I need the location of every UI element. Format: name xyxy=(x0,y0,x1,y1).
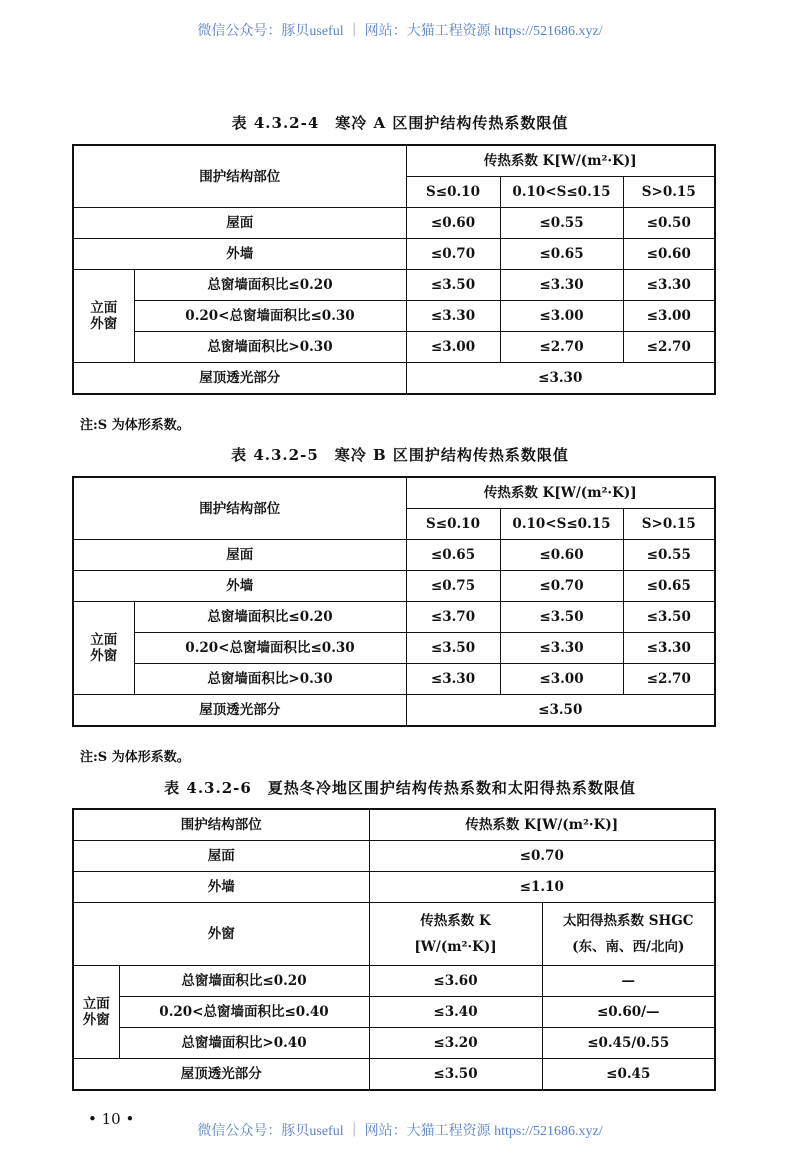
cell: ≤0.75 xyxy=(406,571,500,602)
cell: ≤3.30 xyxy=(406,664,500,695)
table1 xyxy=(72,144,716,395)
row-label: 屋顶透光部分 xyxy=(73,695,406,727)
header-s2: 0.10<S≤0.15 xyxy=(500,177,623,208)
cell: ≤2.70 xyxy=(623,332,715,363)
header-line: (东、南、西/北向) xyxy=(572,939,685,955)
cell: ≤3.00 xyxy=(406,332,500,363)
cell: ≤3.00 xyxy=(500,301,623,332)
cell: ≤3.00 xyxy=(623,301,715,332)
header-part: 围护结构部位 xyxy=(73,145,406,208)
row-label: 总窗墙面积比≤0.20 xyxy=(134,270,406,301)
table-row xyxy=(73,809,715,841)
cell: ≤3.70 xyxy=(406,602,500,633)
cell: ≤0.50 xyxy=(623,208,715,239)
table3-title: 表 4.3.2-6 夏热冬冷地区围护结构传热系数和太阳得热系数限值 xyxy=(164,779,636,797)
cell: ≤0.70 xyxy=(369,841,715,872)
row-label: 0.20<总窗墙面积比≤0.40 xyxy=(119,997,369,1028)
cell: ≤3.50 xyxy=(500,602,623,633)
row-label: 屋面 xyxy=(73,540,406,571)
table-row xyxy=(73,540,715,571)
table-row xyxy=(73,270,715,301)
table-row xyxy=(73,695,715,727)
row-label: 屋顶透光部分 xyxy=(73,1059,369,1091)
cell: ≤3.60 xyxy=(369,966,542,997)
cell: ≤3.20 xyxy=(369,1028,542,1059)
table1-title: 表 4.3.2-4 寒冷 A 区围护结构传热系数限值 xyxy=(231,114,569,132)
cell: ≤0.65 xyxy=(500,239,623,270)
row-label: 总窗墙面积比≤0.20 xyxy=(119,966,369,997)
cell: ≤0.60 xyxy=(623,239,715,270)
row-label: 屋面 xyxy=(73,208,406,239)
header-shgc xyxy=(542,903,715,966)
table-row xyxy=(73,1028,715,1059)
table1-note: 注:S 为体形系数。 xyxy=(80,418,190,433)
row-label: 总窗墙面积比>0.40 xyxy=(119,1028,369,1059)
cell: ≤0.70 xyxy=(406,239,500,270)
cell: ≤0.70 xyxy=(500,571,623,602)
row-label: 外墙 xyxy=(73,571,406,602)
row-label: 外窗 xyxy=(73,903,369,966)
header-s1: S≤0.10 xyxy=(406,509,500,540)
row-label: 0.20<总窗墙面积比≤0.30 xyxy=(134,633,406,664)
cell: ≤3.50 xyxy=(369,1059,542,1091)
header-k: 传热系数 K[W/(m²·K)] xyxy=(369,809,715,841)
cell: ≤3.30 xyxy=(500,633,623,664)
table-row xyxy=(73,966,715,997)
row-label: 总窗墙面积比>0.30 xyxy=(134,332,406,363)
cell: ≤3.50 xyxy=(406,270,500,301)
cell: ≤0.45/0.55 xyxy=(542,1028,715,1059)
cell: ≤0.55 xyxy=(623,540,715,571)
table-row xyxy=(73,332,715,363)
table-row xyxy=(73,664,715,695)
table-row xyxy=(73,208,715,239)
row-label: 屋面 xyxy=(73,841,369,872)
group-label: 立面外窗 xyxy=(73,602,134,695)
row-label: 外墙 xyxy=(73,239,406,270)
cell: ≤3.30 xyxy=(623,633,715,664)
header-s3: S>0.15 xyxy=(623,177,715,208)
cell: — xyxy=(542,966,715,997)
watermark-top: 微信公众号：豚贝useful ｜ 网站：大猫工程资源 https://521686.xyz/ xyxy=(197,24,603,39)
table2-title: 表 4.3.2-5 寒冷 B 区围护结构传热系数限值 xyxy=(231,446,569,464)
header-k-window xyxy=(369,903,542,966)
table-row xyxy=(73,841,715,872)
table-row xyxy=(73,571,715,602)
cell: ≤0.55 xyxy=(500,208,623,239)
table3 xyxy=(72,808,716,1091)
group-label: 立面外窗 xyxy=(73,270,134,363)
table-row xyxy=(73,301,715,332)
row-label: 外墙 xyxy=(73,872,369,903)
page-number: • 10 • xyxy=(88,1110,135,1128)
table-row xyxy=(73,363,715,395)
cell: ≤0.65 xyxy=(406,540,500,571)
cell: ≤3.30 xyxy=(406,363,715,395)
cell: ≤3.50 xyxy=(623,602,715,633)
table-row xyxy=(73,903,715,966)
table2-note: 注:S 为体形系数。 xyxy=(80,750,190,765)
row-label: 0.20<总窗墙面积比≤0.30 xyxy=(134,301,406,332)
cell: ≤2.70 xyxy=(500,332,623,363)
cell: ≤0.60 xyxy=(406,208,500,239)
cell: ≤0.65 xyxy=(623,571,715,602)
cell: ≤3.30 xyxy=(406,301,500,332)
header-part: 围护结构部位 xyxy=(73,809,369,841)
table-row xyxy=(73,239,715,270)
header-line: 传热系数 K xyxy=(420,913,491,929)
cell: ≤0.60/— xyxy=(542,997,715,1028)
cell: ≤3.00 xyxy=(500,664,623,695)
cell: ≤3.30 xyxy=(623,270,715,301)
row-label: 总窗墙面积比≤0.20 xyxy=(134,602,406,633)
header-k: 传热系数 K[W/(m²·K)] xyxy=(406,145,715,177)
header-part: 围护结构部位 xyxy=(73,477,406,540)
cell: ≤3.50 xyxy=(406,633,500,664)
header-s3: S>0.15 xyxy=(623,509,715,540)
row-label: 总窗墙面积比>0.30 xyxy=(134,664,406,695)
cell: ≤1.10 xyxy=(369,872,715,903)
table-row xyxy=(73,997,715,1028)
cell: ≤2.70 xyxy=(623,664,715,695)
cell: ≤3.50 xyxy=(406,695,715,727)
header-s1: S≤0.10 xyxy=(406,177,500,208)
header-s2: 0.10<S≤0.15 xyxy=(500,509,623,540)
watermark-bottom: 微信公众号：豚贝useful ｜ 网站：大猫工程资源 https://521686.xyz/ xyxy=(197,1124,603,1139)
cell: ≤0.60 xyxy=(500,540,623,571)
header-k: 传热系数 K[W/(m²·K)] xyxy=(406,477,715,509)
group-label: 立面外窗 xyxy=(73,966,119,1059)
cell: ≤3.30 xyxy=(500,270,623,301)
table2 xyxy=(72,476,716,727)
table-row xyxy=(73,1059,715,1091)
header-line: 太阳得热系数 SHGC xyxy=(563,913,694,929)
cell: ≤0.45 xyxy=(542,1059,715,1091)
cell: ≤3.40 xyxy=(369,997,542,1028)
table-row xyxy=(73,602,715,633)
row-label: 屋顶透光部分 xyxy=(73,363,406,395)
header-line: [W/(m²·K)] xyxy=(414,939,497,955)
table-row xyxy=(73,872,715,903)
table-row xyxy=(73,633,715,664)
